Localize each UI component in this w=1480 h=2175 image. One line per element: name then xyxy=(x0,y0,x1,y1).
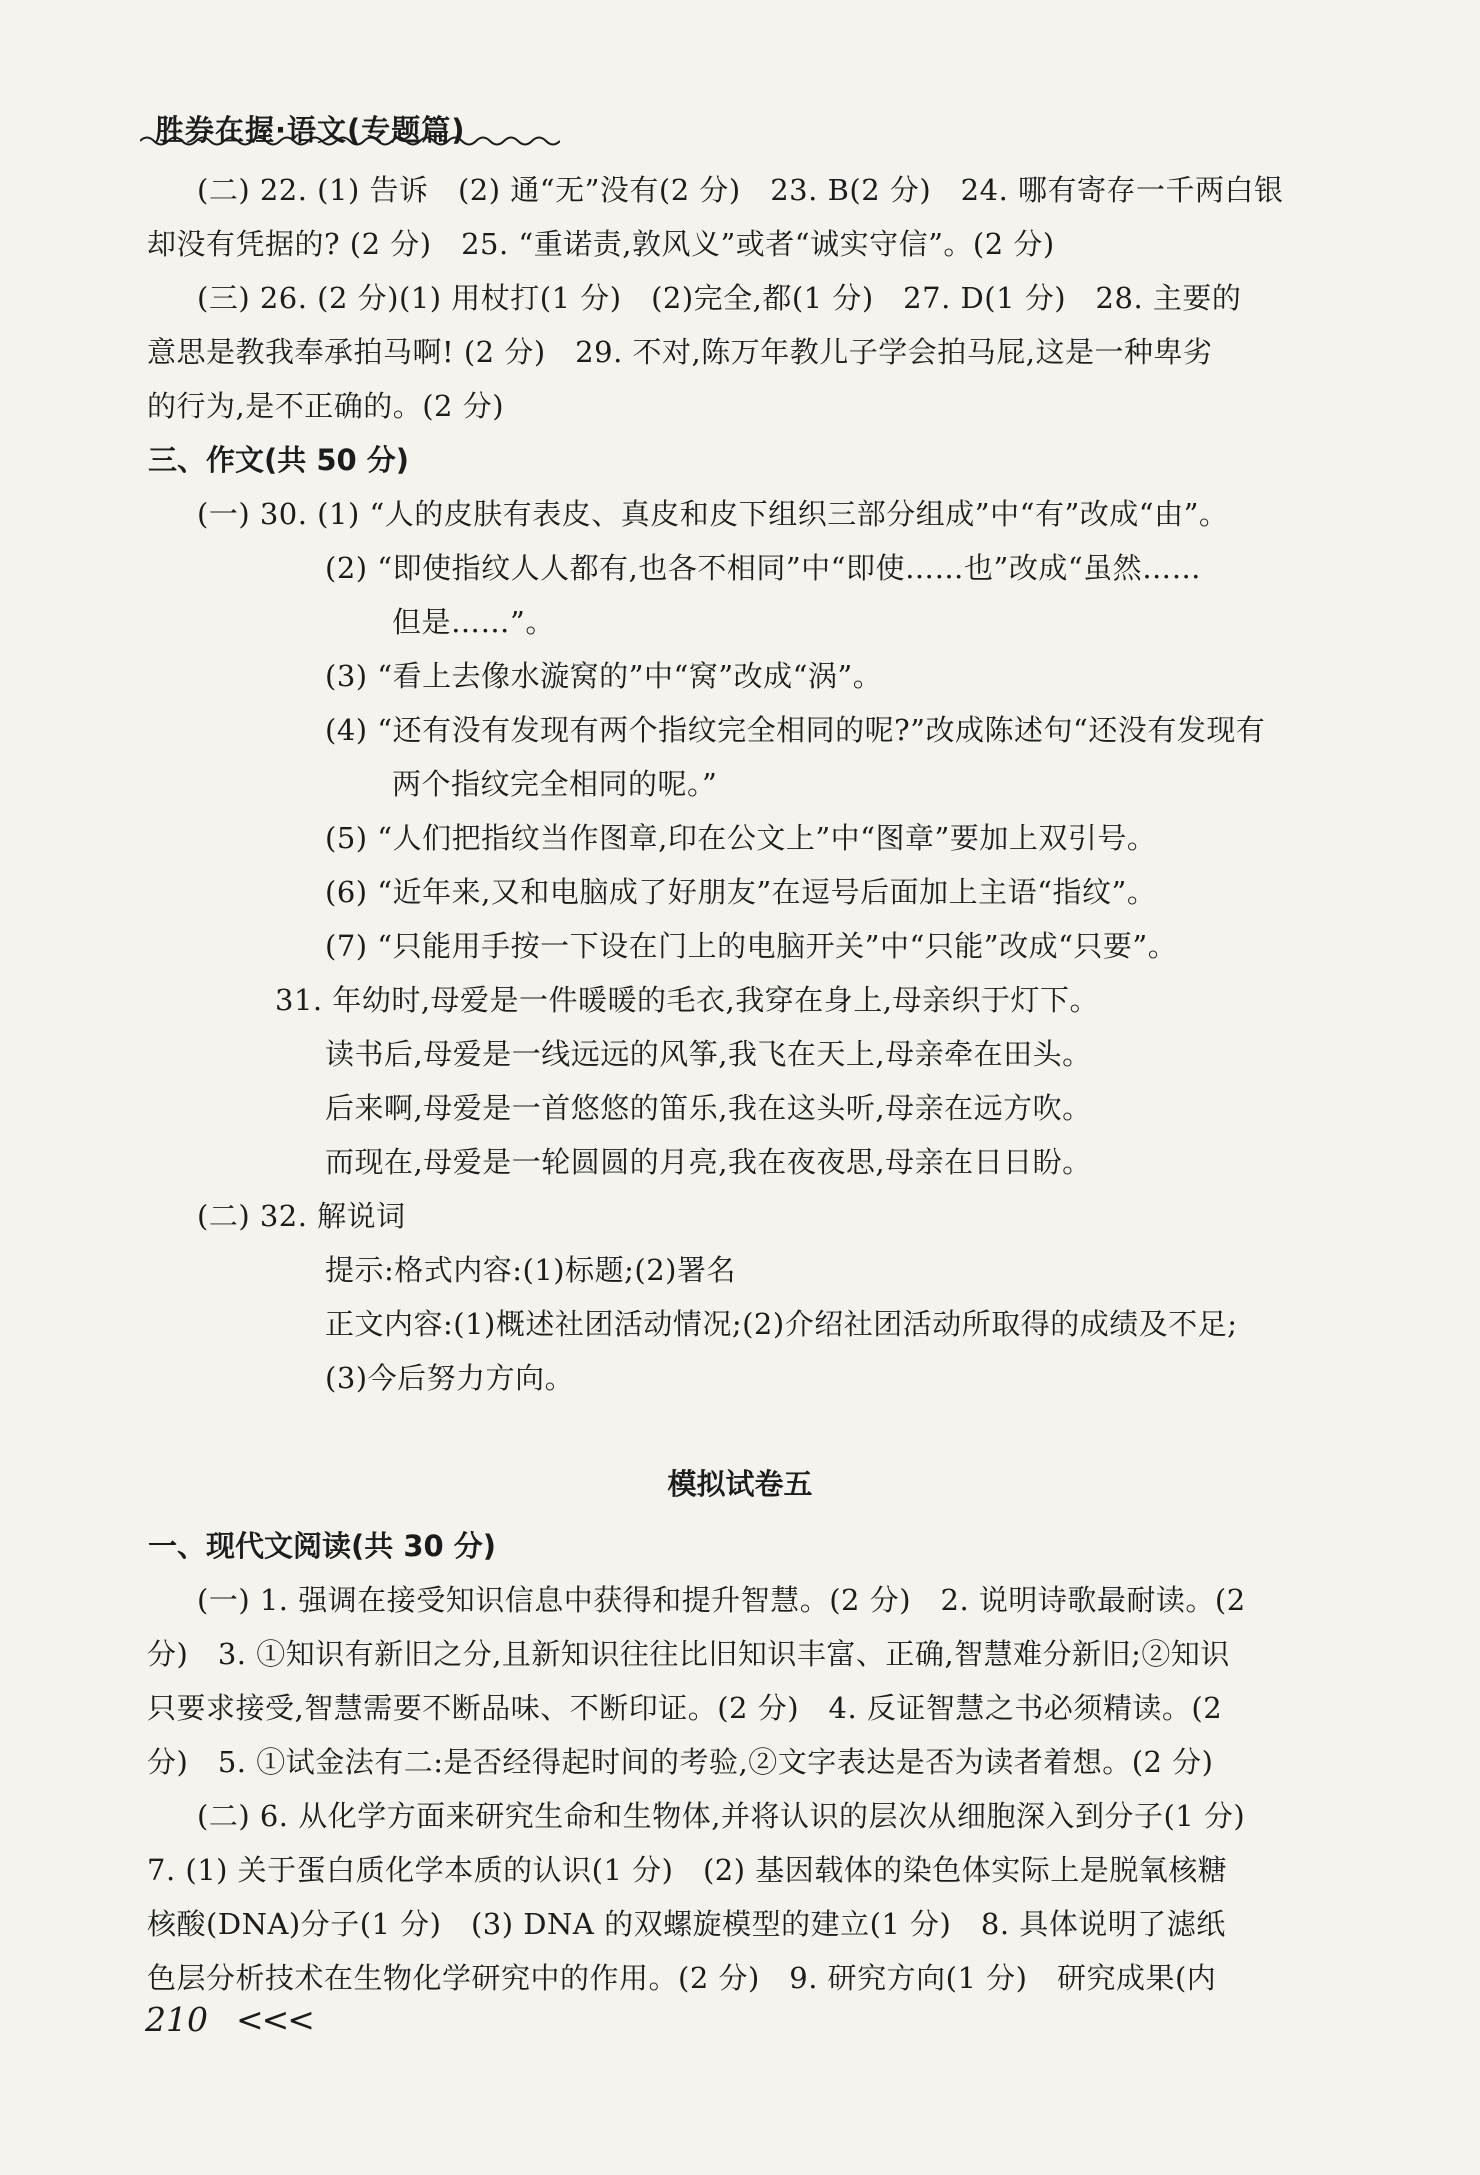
text-line: (二) 32. 解说词 xyxy=(197,1199,406,1233)
running-header: 胜券在握·语文(专题篇) xyxy=(155,113,466,147)
text-line: 31. 年幼时,母爱是一件暖暖的毛衣,我穿在身上,母亲织于灯下。 xyxy=(275,983,1099,1017)
text-line: 的行为,是不正确的。(2 分) xyxy=(147,389,505,423)
text-line: 意思是教我奉承拍马啊! (2 分) 29. 不对,陈万年教儿子学会拍马屁,这是一种卑劣 xyxy=(147,335,1213,369)
text-line: 7. (1) 关于蛋白质化学本质的认识(1 分) (2) 基因载体的染色体实际上是脱氧核糖 xyxy=(147,1853,1228,1887)
text-line: (3) “看上去像水漩窝的”中“窝”改成“涡”。 xyxy=(325,659,883,693)
text-line: 提示:格式内容:(1)标题;(2)署名 xyxy=(325,1253,736,1287)
text-line: 而现在,母爱是一轮圆圆的月亮,我在夜夜思,母亲在日日盼。 xyxy=(325,1145,1092,1179)
text-line: (4) “还有没有发现有两个指纹完全相同的呢?”改成陈述句“还没有发现有 xyxy=(325,713,1266,747)
text-line: 色层分析技术在生物化学研究中的作用。(2 分) 9. 研究方向(1 分) 研究成果(内 xyxy=(147,1961,1217,1995)
page-footer xyxy=(145,2000,313,2039)
text-line: 分) 5. ①试金法有二:是否经得起时间的考验,②文字表达是否为读者着想。(2 分) xyxy=(147,1745,1214,1779)
text-line: (一) 1. 强调在接受知识信息中获得和提升智慧。(2 分) 2. 说明诗歌最耐读。(2 xyxy=(197,1583,1246,1617)
text-line: 只要求接受,智慧需要不断品味、不断印证。(2 分) 4. 反证智慧之书必须精读。(2 xyxy=(147,1691,1223,1725)
text-line: (二) 6. 从化学方面来研究生命和生物体,并将认识的层次从细胞深入到分子(1 分) xyxy=(197,1799,1246,1833)
text-line: 读书后,母爱是一线远远的风筝,我飞在天上,母亲牵在田头。 xyxy=(325,1037,1092,1071)
text-line: (一) 30. (1) “人的皮肤有表皮、真皮和皮下组织三部分组成”中“有”改成“由”。 xyxy=(197,497,1229,531)
text-line: 却没有凭据的? (2 分) 25. “重诺责,敦风义”或者“诚实守信”。(2 分) xyxy=(147,227,1055,261)
page-arrows: <<< xyxy=(236,2000,313,2039)
text-line: (5) “人们把指纹当作图章,印在公文上”中“图章”要加上双引号。 xyxy=(325,821,1157,855)
section-heading-composition: 三、作文(共 50 分) xyxy=(148,443,410,477)
text-line: 两个指纹完全相同的呢。” xyxy=(392,767,718,801)
header-wave-underline xyxy=(140,134,560,148)
text-line: (二) 22. (1) 告诉 (2) 通“无”没有(2 分) 23. B(2 分) 24. 哪有寄存一千两白银 xyxy=(197,173,1284,207)
text-line: 但是……”。 xyxy=(392,605,555,639)
section-heading-reading: 一、现代文阅读(共 30 分) xyxy=(148,1529,497,1563)
text-line: 后来啊,母爱是一首悠悠的笛乐,我在这头听,母亲在远方吹。 xyxy=(325,1091,1092,1125)
text-line: (7) “只能用手按一下设在门上的电脑开关”中“只能”改成“只要”。 xyxy=(325,929,1178,963)
text-line: (三) 26. (2 分)(1) 用杖打(1 分) (2)完全,都(1 分) 27. D(1 分) 28. 主要的 xyxy=(197,281,1242,315)
text-line: 分) 3. ①知识有新旧之分,且新知识往往比旧知识丰富、正确,智慧难分新旧;②知识 xyxy=(147,1637,1230,1671)
text-line: (2) “即使指纹人人都有,也各不相同”中“即使……也”改成“虽然…… xyxy=(325,551,1202,585)
exam-title: 模拟试卷五 xyxy=(667,1467,813,1501)
page-number: 210 xyxy=(145,2000,208,2039)
text-line: (6) “近年来,又和电脑成了好朋友”在逗号后面加上主语“指纹”。 xyxy=(325,875,1157,909)
text-line: 核酸(DNA)分子(1 分) (3) DNA 的双螺旋模型的建立(1 分) 8. 具体说明了滤纸 xyxy=(147,1907,1226,1941)
text-line: 正文内容:(1)概述社团活动情况;(2)介绍社团活动所取得的成绩及不足; xyxy=(325,1307,1238,1341)
text-line: (3)今后努力方向。 xyxy=(325,1361,575,1395)
